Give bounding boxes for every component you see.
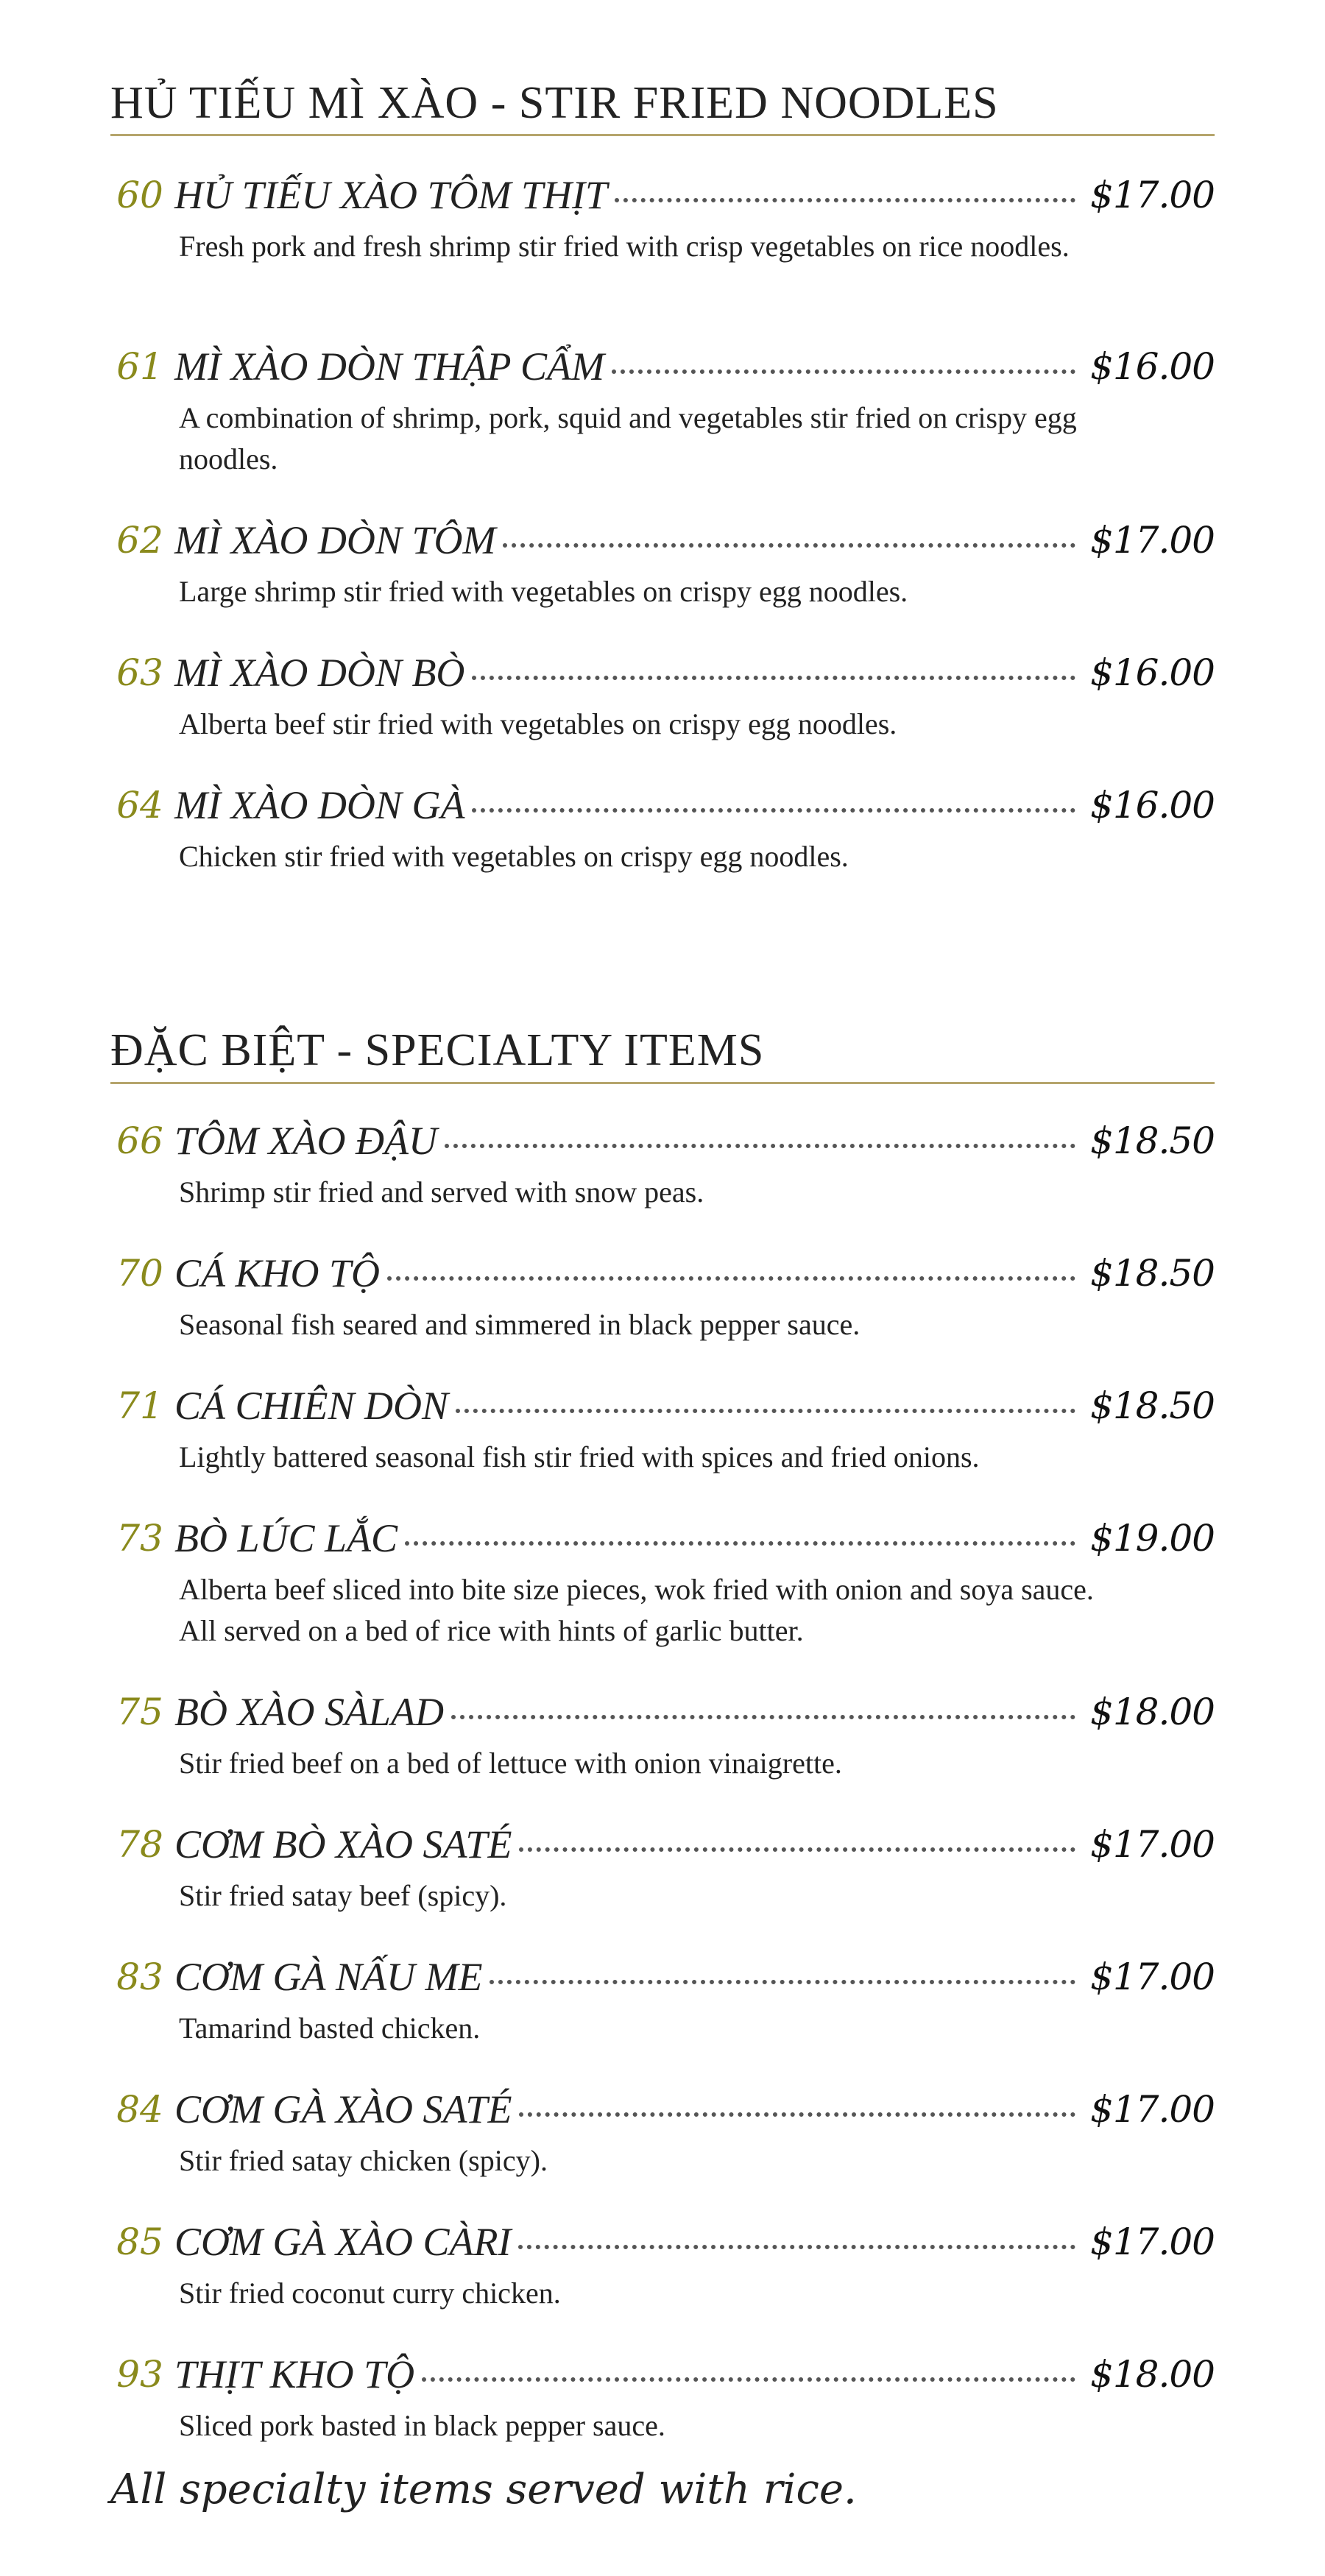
menu-item <box>110 1111 1215 1209</box>
menu-item <box>110 337 1215 475</box>
item-description: Shrimp stir fried and served with snow peas. <box>179 1175 704 1209</box>
dot-leader <box>445 1144 1075 1148</box>
dot-leader <box>405 1541 1075 1546</box>
item-name: CƠM GÀ XÀO SATÉ <box>174 2087 512 2131</box>
item-description: A combination of shrimp, pork, squid and vegetables stir fried on crispy egg noodles. <box>179 401 1077 475</box>
menu-item <box>110 2345 1215 2442</box>
item-number: 70 <box>116 1252 163 1295</box>
item-price: $18.50 <box>1090 1252 1215 1295</box>
item-number: 78 <box>116 1823 163 1866</box>
menu-item <box>110 1947 1215 2045</box>
item-price: $17.00 <box>1090 2088 1215 2131</box>
item-price: $18.50 <box>1090 1384 1215 1427</box>
item-price: $16.00 <box>1090 651 1215 694</box>
menu-item <box>110 511 1215 608</box>
item-name: BÒ LÚC LẮC <box>174 1516 398 1560</box>
item-name: CÁ CHIÊN DÒN <box>174 1384 449 1428</box>
menu-item <box>110 1376 1215 1473</box>
item-number: 73 <box>116 1517 163 1560</box>
item-price: $17.00 <box>1090 1956 1215 1998</box>
item-number: 63 <box>116 651 163 694</box>
section-title-specialty-items: ĐẶC BIỆT - SPECIALTY ITEMS <box>110 1025 765 1075</box>
item-name: CƠM GÀ NẤU ME <box>174 1955 483 1999</box>
section-divider <box>110 134 1215 136</box>
item-price: $17.00 <box>1090 1823 1215 1866</box>
item-name: CƠM BÒ XÀO SATÉ <box>174 1822 512 1866</box>
footnote: All specialty items served with rice. <box>110 2466 857 2513</box>
item-number: 64 <box>116 784 163 827</box>
item-description: Stir fried beef on a bed of lettuce with onion vinaigrette. <box>179 1747 842 1780</box>
item-price: $18.00 <box>1090 2353 1215 2396</box>
dot-leader <box>519 2112 1075 2117</box>
item-price: $17.00 <box>1090 174 1215 216</box>
item-price: $17.00 <box>1090 519 1215 562</box>
menu-item <box>110 1815 1215 1912</box>
menu-item <box>110 1244 1215 1341</box>
item-description: Tamarind basted chicken. <box>179 2011 481 2045</box>
item-number: 61 <box>116 345 163 388</box>
dot-leader <box>503 543 1075 548</box>
item-name: MÌ XÀO DÒN THẬP CẨM <box>174 344 604 389</box>
item-price: $18.50 <box>1090 1119 1215 1162</box>
item-number: 84 <box>116 2088 163 2131</box>
item-name: CƠM GÀ XÀO CÀRI <box>174 2220 512 2264</box>
dot-leader <box>519 1847 1075 1852</box>
item-number: 60 <box>116 174 163 216</box>
dot-leader <box>422 2377 1075 2382</box>
item-description: Stir fried satay beef (spicy). <box>179 1879 507 1912</box>
dot-leader <box>490 1980 1075 1984</box>
dot-leader <box>472 808 1075 813</box>
item-number: 71 <box>116 1384 163 1427</box>
item-description: Chicken stir fried with vegetables on crispy egg noodles. <box>179 840 849 873</box>
item-number: 75 <box>116 1691 163 1733</box>
section-title-stir-fried-noodles: HỦ TIẾU MÌ XÀO - STIR FRIED NOODLES <box>110 78 999 128</box>
item-name: TÔM XÀO ĐẬU <box>174 1119 437 1163</box>
dot-leader <box>387 1276 1075 1281</box>
dot-leader <box>615 198 1075 202</box>
item-number: 83 <box>116 1956 163 1998</box>
item-description: Seasonal fish seared and simmered in black pepper sauce. <box>179 1308 861 1341</box>
item-price: $17.00 <box>1090 2221 1215 2263</box>
item-number: 62 <box>116 519 163 562</box>
item-price: $18.00 <box>1090 1691 1215 1733</box>
dot-leader <box>518 2245 1075 2249</box>
menu-item <box>110 1682 1215 1780</box>
item-name: HỦ TIẾU XÀO TÔM THỊT <box>174 173 608 217</box>
item-number: 85 <box>116 2221 163 2263</box>
item-name: CÁ KHO TỘ <box>174 1251 381 1295</box>
menu-item <box>110 1509 1215 1647</box>
item-number: 66 <box>116 1119 163 1162</box>
dot-leader <box>612 369 1075 374</box>
item-description: Alberta beef stir fried with vegetables on crispy egg noodles. <box>179 707 897 740</box>
menu-item <box>110 2212 1215 2310</box>
item-description: Alberta beef sliced into bite size pieces, wok fried with onion and soya sauce. All served on a bed of rice with hints of garlic butter. <box>179 1573 1094 1647</box>
section-divider <box>110 1082 1215 1084</box>
item-description: Large shrimp stir fried with vegetables on crispy egg noodles. <box>179 575 908 608</box>
item-name: BÒ XÀO SÀLAD <box>174 1690 444 1734</box>
dot-leader <box>456 1409 1075 1413</box>
menu-item <box>110 776 1215 873</box>
menu-item <box>110 2080 1215 2177</box>
item-name: THỊT KHO TỘ <box>174 2352 415 2396</box>
item-description: Lightly battered seasonal fish stir fried with spices and fried onions. <box>179 1440 980 1473</box>
item-description: Stir fried coconut curry chicken. <box>179 2276 561 2310</box>
item-name: MÌ XÀO DÒN TÔM <box>174 518 496 562</box>
dot-leader <box>472 676 1075 680</box>
item-number: 93 <box>116 2353 163 2396</box>
item-price: $19.00 <box>1090 1517 1215 1560</box>
dot-leader <box>451 1715 1075 1719</box>
menu-item <box>110 643 1215 740</box>
item-name: MÌ XÀO DÒN GÀ <box>174 783 465 827</box>
item-price: $16.00 <box>1090 784 1215 827</box>
item-price: $16.00 <box>1090 345 1215 388</box>
item-description: Fresh pork and fresh shrimp stir fried with crisp vegetables on rice noodles. <box>179 230 1070 263</box>
item-name: MÌ XÀO DÒN BÒ <box>174 651 465 695</box>
menu-item <box>110 166 1215 263</box>
item-description: Sliced pork basted in black pepper sauce. <box>179 2409 665 2442</box>
item-description: Stir fried satay chicken (spicy). <box>179 2144 548 2177</box>
